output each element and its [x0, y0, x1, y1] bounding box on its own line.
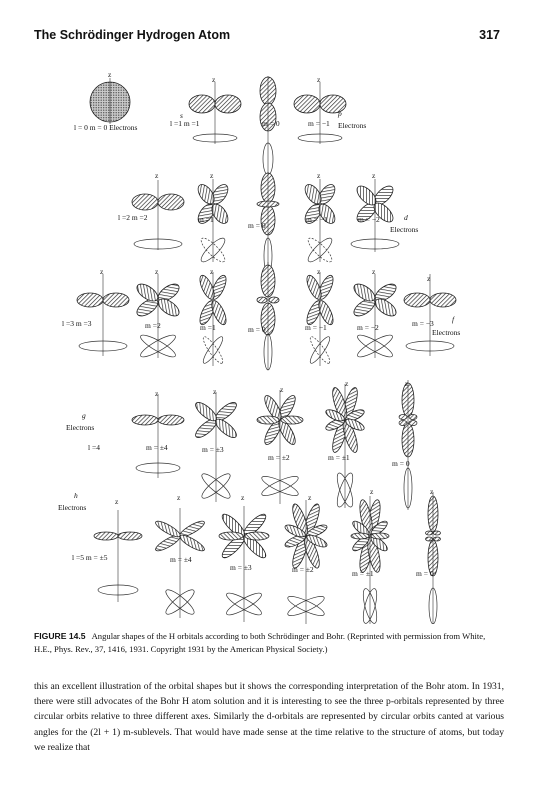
svg-text:z: z: [308, 493, 312, 502]
f-m-2-orbital: [351, 274, 399, 360]
svg-text:m = ±4: m = ±4: [146, 443, 168, 452]
row-g: [66, 379, 417, 510]
page-number: 317: [479, 28, 500, 42]
svg-text:z: z: [155, 267, 159, 276]
label-l1: l =1 m =1: [170, 119, 200, 128]
svg-text:z: z: [280, 385, 284, 394]
svg-text:z: z: [210, 267, 214, 276]
svg-text:Electrons: Electrons: [390, 225, 419, 234]
svg-text:m = 0: m = 0: [392, 459, 410, 468]
svg-text:m = ±1: m = ±1: [328, 453, 350, 462]
svg-text:m =1: m =1: [200, 323, 216, 332]
svg-text:m = −3: m = −3: [412, 319, 434, 328]
svg-text:z: z: [155, 389, 159, 398]
svg-text:z: z: [100, 267, 104, 276]
svg-text:z: z: [405, 379, 409, 388]
f-m3-orbital: [77, 274, 129, 356]
f-m2-orbital: [134, 274, 182, 360]
svg-text:m =2: m =2: [145, 321, 161, 330]
svg-text:z: z: [427, 274, 431, 283]
g-m4-orbital: [132, 394, 184, 478]
svg-text:m = 0: m = 0: [248, 221, 266, 230]
svg-text:Electrons: Electrons: [66, 423, 95, 432]
svg-text:z: z: [212, 75, 216, 84]
svg-text:m = ±2: m = ±2: [268, 453, 290, 462]
svg-text:z: z: [115, 497, 119, 506]
svg-text:Electrons: Electrons: [58, 503, 87, 512]
svg-text:l =2 m =2: l =2 m =2: [118, 213, 148, 222]
svg-text:m =1: m =1: [198, 215, 214, 224]
h-m2-orbital: [283, 500, 328, 624]
svg-text:z: z: [177, 493, 181, 502]
orbital-illustration: [30, 64, 508, 624]
svg-text:m = ±4: m = ±4: [170, 555, 192, 564]
f-m-3-orbital: [404, 274, 456, 356]
figure-caption: [34, 630, 504, 655]
g-m0-orbital: [399, 380, 417, 510]
svg-text:z: z: [213, 387, 217, 396]
orbital-figure: [30, 64, 508, 624]
svg-text:z: z: [241, 493, 245, 502]
svg-text:z: z: [210, 171, 214, 180]
g-m1-orbital: [324, 384, 365, 509]
header-title: The Schrödinger Hydrogen Atom: [34, 28, 231, 42]
svg-text:m = 0: m = 0: [248, 325, 266, 334]
svg-text:z: z: [317, 171, 321, 180]
f-m0-orbital: [257, 262, 279, 370]
svg-text:z: z: [430, 487, 434, 496]
svg-text:Electrons: Electrons: [432, 328, 461, 337]
label-p-electrons: Electrons: [338, 121, 367, 130]
row-f: [62, 262, 460, 370]
figure-label: FIGURE 14.5: [34, 631, 86, 641]
svg-text:z: z: [372, 267, 376, 276]
label-s: s: [180, 111, 183, 120]
svg-text:l =4: l =4: [88, 443, 100, 452]
svg-text:m = ±3: m = ±3: [230, 563, 252, 572]
axis-z-label: z: [108, 70, 112, 79]
svg-text:m = −1: m = −1: [306, 215, 328, 224]
svg-text:f: f: [452, 315, 455, 324]
body-paragraph: this an excellent illustration of the orbital shapes but it shows the corresponding interpretation of the Bohr atom. In 1931, there were still advocates of the Bohr H atom solution and it is interesting to see the three p-orbitals represented by three circular orbits relative to three different axes. Similarly the d-orbitals are represented by circular orbits canted at various angles for the (2l + 1) m-sublevels. That would have made sense at the time relative to the structure of atoms, but today we realize that: [34, 681, 504, 753]
h-m0-orbital: [426, 492, 441, 624]
caption-text: Angular shapes of the H orbitals according to both Schrödinger and Bohr. (Reprinted with permission from White, H.E., Phys. Rev., 37, 1416, 1931. Copyright 1931 by the American Physical Society.): [34, 631, 486, 654]
svg-text:z: z: [372, 171, 376, 180]
f-m1-orbital: [197, 272, 229, 366]
p-m1-orbital: [189, 82, 241, 144]
label-p-m0: m = 0: [262, 119, 280, 128]
svg-text:z: z: [345, 379, 349, 388]
row-p: [74, 70, 366, 176]
svg-text:d: d: [404, 213, 408, 222]
svg-text:h: h: [74, 491, 78, 500]
svg-text:m = ±1: m = ±1: [352, 569, 374, 578]
svg-text:m = 0: m = 0: [416, 569, 434, 578]
row-d: [118, 171, 418, 276]
svg-text:m = ±2: m = ±2: [292, 565, 314, 574]
f-m-1-orbital: [304, 272, 336, 366]
svg-text:z: z: [155, 171, 159, 180]
svg-text:m = ±3: m = ±3: [202, 445, 224, 454]
g-m2-orbital: [257, 390, 303, 504]
svg-text:l =5 m = ±5: l =5 m = ±5: [72, 553, 108, 562]
h-m1-orbital: [351, 496, 390, 624]
svg-text:m = −2: m = −2: [357, 323, 379, 332]
svg-text:z: z: [317, 75, 321, 84]
svg-text:z: z: [370, 487, 374, 496]
svg-text:g: g: [82, 411, 86, 420]
label-p: p: [338, 109, 342, 118]
row-h: [58, 487, 441, 624]
svg-text:m = −1: m = −1: [305, 323, 327, 332]
svg-text:l =3 m =3: l =3 m =3: [62, 319, 92, 328]
svg-text:m = −2: m = −2: [358, 215, 380, 224]
running-header: [34, 28, 500, 46]
svg-text:z: z: [317, 267, 321, 276]
label-p-m-1: m = −1: [308, 119, 330, 128]
label-l0: l = 0 m = 0 Electrons: [74, 123, 138, 132]
